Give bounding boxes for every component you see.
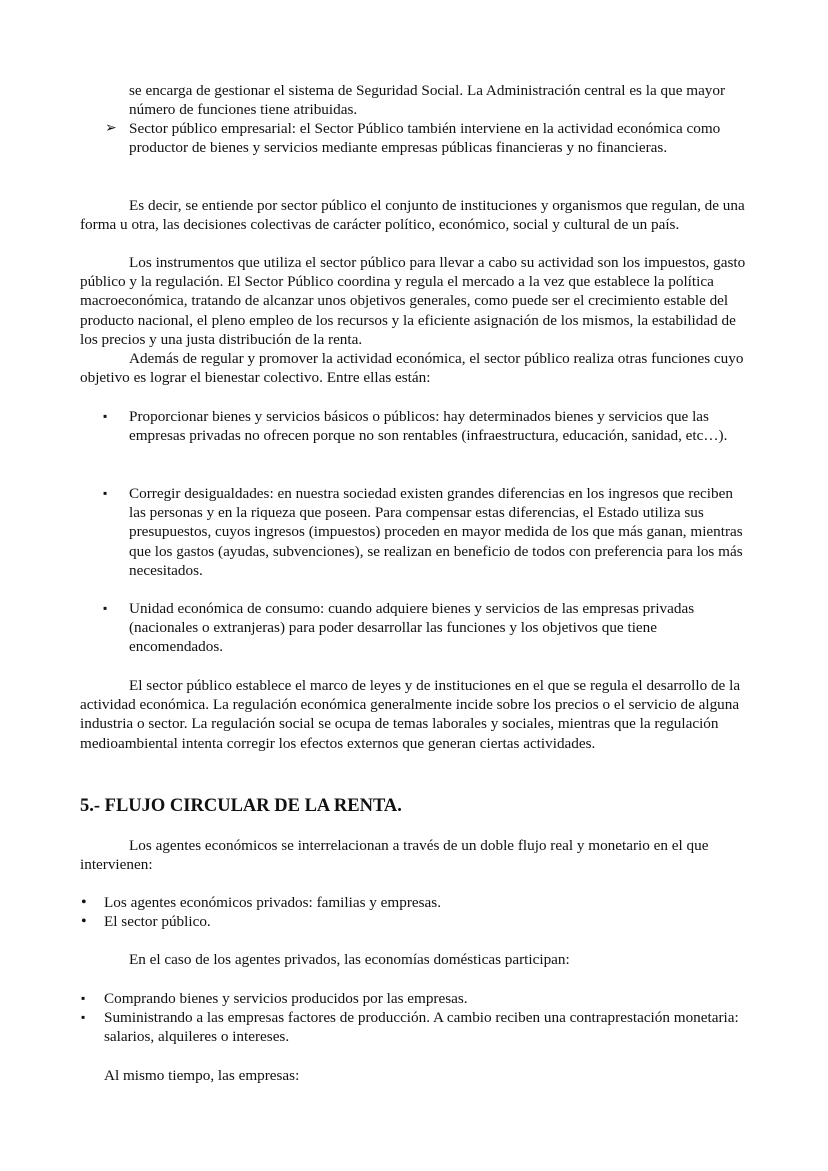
list-item-text: Suministrando a las empresas factores de producción. A cambio reciben una contraprestación monetaria: salarios, alquileres o intereses. xyxy=(104,1009,739,1046)
list-item-private-agents xyxy=(80,893,750,912)
list-item-supplying xyxy=(80,1008,750,1046)
paragraph-firms-intro: Al mismo tiempo, las empresas: xyxy=(104,1067,300,1084)
square-bullet-icon: ▪ xyxy=(81,991,86,1005)
dot-bullet-icon: • xyxy=(81,894,87,911)
arrow-bullet-icon: ➢ xyxy=(105,121,117,136)
paragraph-definition: Es decir, se entiende por sector público el conjunto de instituciones y organismos que regulan, de una forma u otra, las decisiones colectivas de carácter político, económico, social y cultural de un país. xyxy=(80,197,745,234)
list-item-text: Sector público empresarial: el Sector Público también interviene en la actividad económica como productor de bienes y servicios mediante empresas públicas financieras y no financieras. xyxy=(129,120,721,157)
list-item-inequality xyxy=(80,484,750,580)
list-item-public-sector xyxy=(80,912,750,931)
list-item-text: Los agentes económicos privados: familias y empresas. xyxy=(104,894,441,911)
section-heading: 5.- FLUJO CIRCULAR DE LA RENTA. xyxy=(80,796,402,816)
dot-bullet-icon: • xyxy=(81,913,87,930)
paragraph-households-intro: En el caso de los agentes privados, las economías domésticas participan: xyxy=(129,951,570,968)
square-bullet-icon: ▪ xyxy=(103,486,108,500)
list-item-public-enterprise xyxy=(80,119,750,157)
paragraph-functions-intro: Además de regular y promover la actividad económica, el sector público realiza otras funciones cuyo objetivo es lograr el bienestar colectivo. Entre ellas están: xyxy=(80,350,744,387)
square-bullet-icon: ▪ xyxy=(103,409,108,423)
square-bullet-icon: ▪ xyxy=(81,1010,86,1024)
list-item-text: Proporcionar bienes y servicios básicos o públicos: hay determinados bienes y servicios que las empresas privadas no ofrecen porque no son rentables (infraestructura, educación, sanidad, etc…). xyxy=(129,408,728,445)
list-item-consumption xyxy=(80,599,750,657)
list-item-text: Corregir desigualdades: en nuestra sociedad existen grandes diferencias en los ingresos que reciben las personas y en la riqueza que poseen. Para compensar estas diferencias, el Estado utiliza sus presupuestos, cuyos ingresos (impuestos) proceden en mayor medida de los que más ganan, mientras que los gastos (ayudas, subvenciones), se realizan en beneficio de todos con preferencia para los más necesitados. xyxy=(129,485,743,579)
paragraph-regulation: El sector público establece el marco de leyes y de instituciones en el que se regula el desarrollo de la actividad económica. La regulación económica generalmente incide sobre los precios o el servicio de alguna industria o sector. La regulación social se ocupa de temas laborales y sociales, mientras que la regulación medioambiental intenta corregir los efectos externos que generan ciertas actividades. xyxy=(80,677,741,752)
list-item-text: Comprando bienes y servicios producidos por las empresas. xyxy=(104,990,468,1007)
list-item-basic-goods xyxy=(80,407,750,445)
square-bullet-icon: ▪ xyxy=(103,601,108,615)
list-item-buying xyxy=(80,989,750,1008)
continuation-text: se encarga de gestionar el sistema de Seguridad Social. La Administración central es la que mayor número de funciones tiene atribuidas. xyxy=(129,82,726,119)
paragraph-instruments: Los instrumentos que utiliza el sector público para llevar a cabo su actividad son los impuestos, gasto público y la regulación. El Sector Público coordina y regula el mercado a la vez que establece la política macroeconómica, tratando de alcanzar unos objetivos generales, como puede ser el crecimiento estable del producto nacional, el pleno empleo de los recursos y la eficiente asignación de los mismos, la estabilidad de los precios y una justa distribución de la renta. xyxy=(80,254,746,348)
paragraph-flow-intro: Los agentes económicos se interrelacionan a través de un doble flujo real y monetario en el que intervienen: xyxy=(80,837,709,874)
list-item-text: El sector público. xyxy=(104,913,211,930)
list-item-text: Unidad económica de consumo: cuando adquiere bienes y servicios de las empresas privadas (nacionales o extranjeras) para poder desarrollar las funciones y los objetivos que tiene encomendados. xyxy=(129,600,695,656)
